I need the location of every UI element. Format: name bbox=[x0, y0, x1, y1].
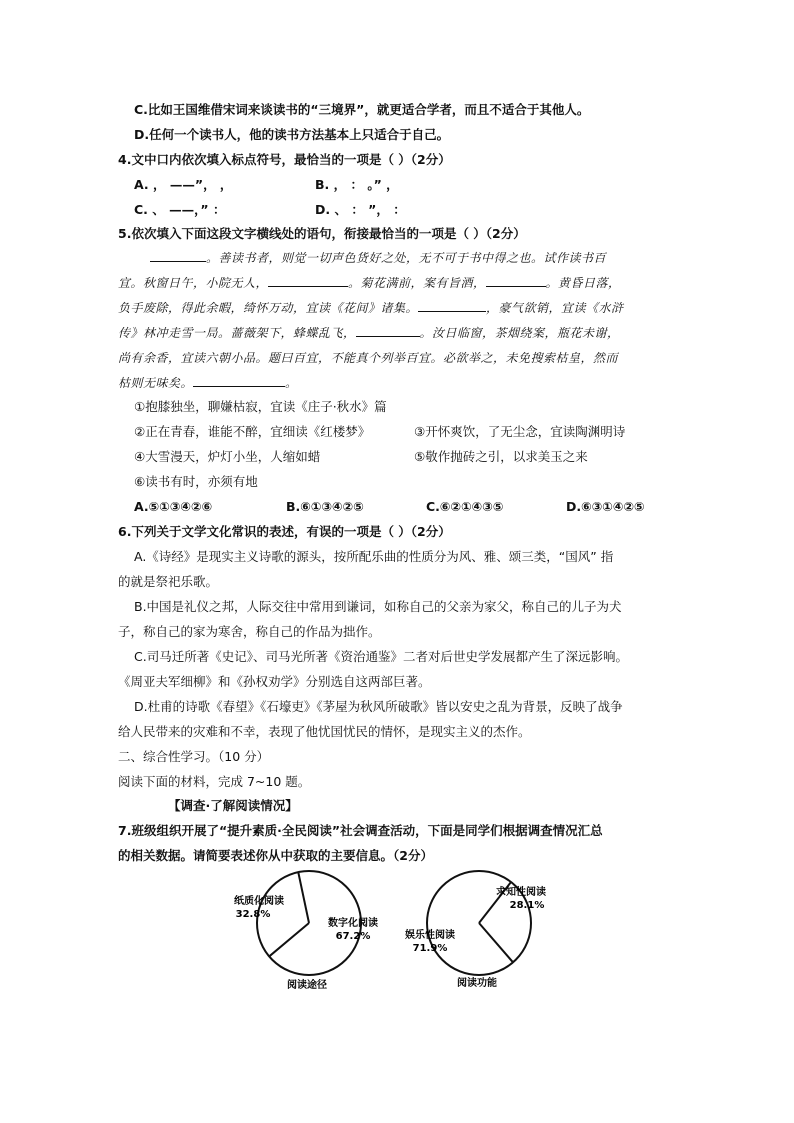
blank-line bbox=[486, 274, 546, 287]
blank-line bbox=[356, 324, 420, 337]
q6-option-c-line-2: 《周亚夫军细柳》和《孙权劝学》分别选自这两部巨著。 bbox=[118, 674, 431, 689]
q5-item-3: ③开怀爽饮，了无尘念，宜读陶渊明诗 bbox=[414, 424, 626, 439]
pie-value-digital-reading: 67.2% bbox=[335, 931, 371, 942]
pie-label-knowledge-reading: 求知性阅读 bbox=[496, 887, 546, 898]
pie-title-reading-function: 阅读功能 bbox=[457, 978, 497, 989]
q4-option-d: D. 、 ： ”， ： bbox=[315, 202, 406, 217]
q5-item-5: ⑤敬作抛砖之引，以求美玉之来 bbox=[414, 449, 588, 464]
q5-passage-line-2: 宜。秋窗日午，小院无人， 。菊花满前，案有旨酒， 。黄昏日落， bbox=[118, 276, 621, 290]
blank-line bbox=[418, 299, 486, 312]
survey-subheading: 【调查·了解阅读情况】 bbox=[168, 798, 298, 813]
q5-option-a: A.⑤①③④②⑥ bbox=[134, 499, 213, 514]
blank-line bbox=[268, 274, 348, 287]
q7-stem-line-2: 的相关数据。请简要表述你从中获取的主要信息。（2分） bbox=[118, 848, 433, 863]
q6-option-d-line-1: D.杜甫的诗歌《春望》《石壕吏》《茅屋为秋风所破歌》皆以安史之乱为背景，反映了战争 bbox=[134, 699, 623, 714]
q4-option-b: B. ， ： 。” ， bbox=[315, 177, 399, 192]
q4-stem: 4.文中口内依次填入标点符号，最恰当的一项是（ ）（2分） bbox=[118, 152, 451, 167]
q6-option-a-line-1: A.《诗经》是现实主义诗歌的源头，按所配乐曲的性质分为风、雅、颂三类，“国风” 指 bbox=[134, 549, 614, 564]
q5-item-4: ④大雪漫天，炉灯小坐，人缩如蜡 bbox=[134, 449, 321, 464]
q5-item-2: ②正在青春，谁能不醉，宜细读《红楼梦》 bbox=[134, 424, 371, 439]
q5-item-1: ①抱膝独坐，聊嫌枯寂，宜读《庄子·秋水》篇 bbox=[134, 399, 387, 414]
q5-passage-line-5: 尚有余香，宜读六朝小品。题曰百宜，不能真个列举百宜。必欲举之，未免搜索枯皇，然而 bbox=[118, 351, 619, 365]
q4-option-a: A. ， ——”， ， bbox=[134, 177, 233, 192]
pie-label-paper-reading: 纸质化阅读 bbox=[234, 896, 284, 907]
section-2-intro: 阅读下面的材料，完成 7~10 题。 bbox=[118, 774, 311, 789]
q5-stem: 5.依次填入下面这段文字横线处的语句，衔接最恰当的一项是（ ）（2分） bbox=[118, 226, 526, 241]
q6-option-d-line-2: 给人民带来的灾难和不幸，表现了他忧国忧民的情怀，是现实主义的杰作。 bbox=[118, 724, 531, 739]
pie-label-entertainment-reading: 娱乐性阅读 bbox=[405, 930, 455, 941]
pie-charts bbox=[215, 865, 595, 995]
q3-option-d: D.任何一个读书人，他的读书方法基本上只适合于自己。 bbox=[134, 127, 450, 142]
q5-passage-line-6: 枯则无味矣。 。 bbox=[118, 376, 298, 390]
section-2-title: 二、综合性学习。（10 分） bbox=[118, 749, 270, 764]
blank-line bbox=[150, 249, 206, 262]
q5-passage-line-3: 负手废除，得此余暇，绮怀万动，宜读《花间》诸集。 ，豪气欲销，宜读《水浒 bbox=[118, 301, 624, 315]
pie-value-entertainment-reading: 71.9% bbox=[412, 943, 448, 954]
blank-line bbox=[193, 374, 285, 387]
q5-passage-line-4: 传》林冲走雪一局。蔷薇架下，蜂蝶乱飞， 。汝日临窗，茶烟绕案，瓶花未谢， bbox=[118, 326, 620, 340]
q7-stem-line-1: 7.班级组织开展了“提升素质·全民阅读”社会调查活动，下面是同学们根据调查情况汇总 bbox=[118, 823, 603, 838]
q5-option-d: D.⑥③①④②⑤ bbox=[566, 499, 645, 514]
q5-passage-line-1: 。善读书者，则觉一切声色货好之处，无不可于书中得之也。试作读书百 bbox=[150, 249, 606, 267]
q3-option-c: C.比如王国维借宋词来谈读书的“三境界”，就更适合学者，而且不适合于其他人。 bbox=[134, 102, 590, 117]
q6-stem: 6.下列关于文学文化常识的表述，有误的一项是（ ）（2分） bbox=[118, 524, 451, 539]
q5-option-b: B.⑥①③④②⑤ bbox=[286, 499, 364, 514]
q6-option-b-line-1: B.中国是礼仪之邦，人际交往中常用到谦词，如称自己的父亲为家父，称自己的儿子为犬 bbox=[134, 599, 622, 614]
q5-item-6: ⑥读书有时，亦须有地 bbox=[134, 474, 258, 489]
pie-title-reading-channel: 阅读途径 bbox=[287, 980, 327, 991]
q6-option-c-line-1: C.司马迁所著《史记》、司马光所著《资治通鉴》二者对后世史学发展都产生了深远影响。 bbox=[134, 649, 628, 664]
pie-label-digital-reading: 数字化阅读 bbox=[328, 918, 378, 929]
q5-option-c: C.⑥②①④③⑤ bbox=[426, 499, 504, 514]
q6-option-b-line-2: 子，称自己的家为寒舍，称自己的作品为拙作。 bbox=[118, 624, 381, 639]
q6-option-a-line-2: 的就是祭祀乐歌。 bbox=[118, 574, 219, 589]
pie-value-knowledge-reading: 28.1% bbox=[509, 900, 545, 911]
q4-option-c: C. 、 ——，” ： bbox=[134, 202, 226, 217]
pie-value-paper-reading: 32.8% bbox=[235, 909, 271, 920]
